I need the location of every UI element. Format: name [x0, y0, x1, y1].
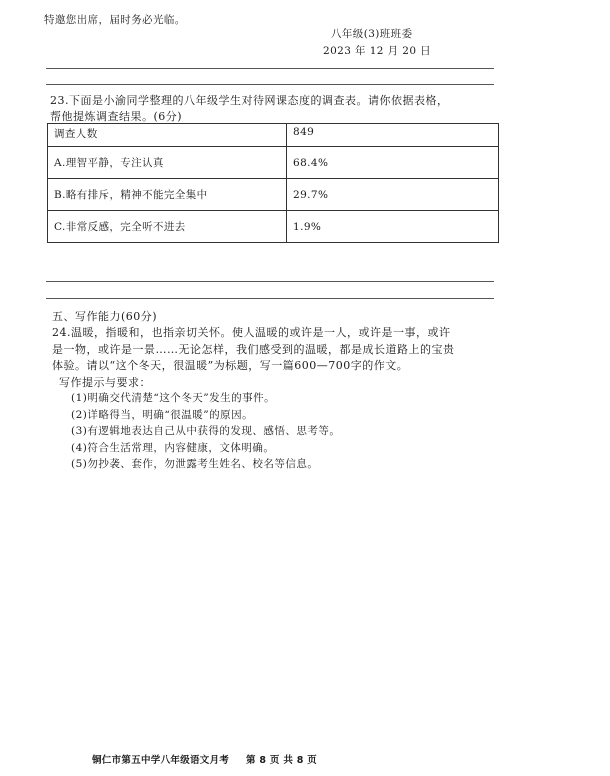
footer-exam-name: 铜仁市第五中学八年级语文月考	[92, 755, 230, 766]
footer-page-info: 第 8 页 共 8 页	[246, 755, 318, 766]
answer-line	[46, 298, 494, 299]
answer-line	[46, 84, 494, 85]
q23-prompt-line1: 23.下面是小渝同学整理的八年级学生对待网课态度的调查表。请你依据表格，	[50, 94, 449, 107]
q24-line3: 体验。请以“这个冬天，很温暖”为标题，写一篇600—700字的作文。	[52, 359, 409, 372]
table-cell-label: C.非常反感，完全听不进去	[48, 211, 287, 243]
table-row	[48, 211, 499, 243]
table-row	[48, 147, 499, 179]
table-row	[48, 124, 499, 147]
tip-item: (5)勿抄袭、套作，勿泄露考生姓名、校名等信息。	[71, 458, 319, 470]
survey-table	[47, 123, 499, 243]
table-cell-label: B.略有排斥，精神不能完全集中	[48, 179, 287, 211]
q24-line1: 24.温暖，指暖和，也指亲切关怀。使人温暖的或许是一人，或许是一事，或许	[52, 326, 451, 339]
table-cell-value: 1.9%	[287, 211, 499, 243]
tip-item: (4)符合生活常理，内容健康，文体明确。	[71, 442, 275, 454]
tips-heading: 写作提示与要求：	[59, 376, 151, 389]
table-cell-label: A.理智平静，专注认真	[48, 147, 287, 179]
tip-item: (3)有逻辑地表达自己从中获得的发现、感悟、思考等。	[71, 425, 341, 437]
section5-heading: 五、写作能力(60分)	[52, 310, 158, 323]
tip-item: (2)详略得当，明确“很温暖”的原因。	[71, 409, 254, 421]
answer-line	[46, 281, 494, 282]
table-cell-label: 调查人数	[48, 124, 287, 147]
table-cell-value: 849	[287, 124, 499, 147]
q23-prompt-line2: 帮他提炼调查结果。(6分)	[50, 110, 183, 123]
invite-line: 特邀您出席，届时务必光临。	[44, 14, 186, 26]
table-cell-value: 68.4%	[287, 147, 499, 179]
q24-line2: 是一物，或许是一景……无论怎样，我们感受到的温暖，都是成长道路上的宝贵	[52, 343, 455, 356]
signature: 八年级(3)班班委	[331, 28, 413, 40]
tip-item: (1)明确交代清楚“这个冬天”发生的事件。	[71, 392, 276, 404]
answer-line	[46, 68, 494, 69]
date: 2023 年 12 月 20 日	[323, 45, 432, 57]
table-row	[48, 179, 499, 211]
table-cell-value: 29.7%	[287, 179, 499, 211]
